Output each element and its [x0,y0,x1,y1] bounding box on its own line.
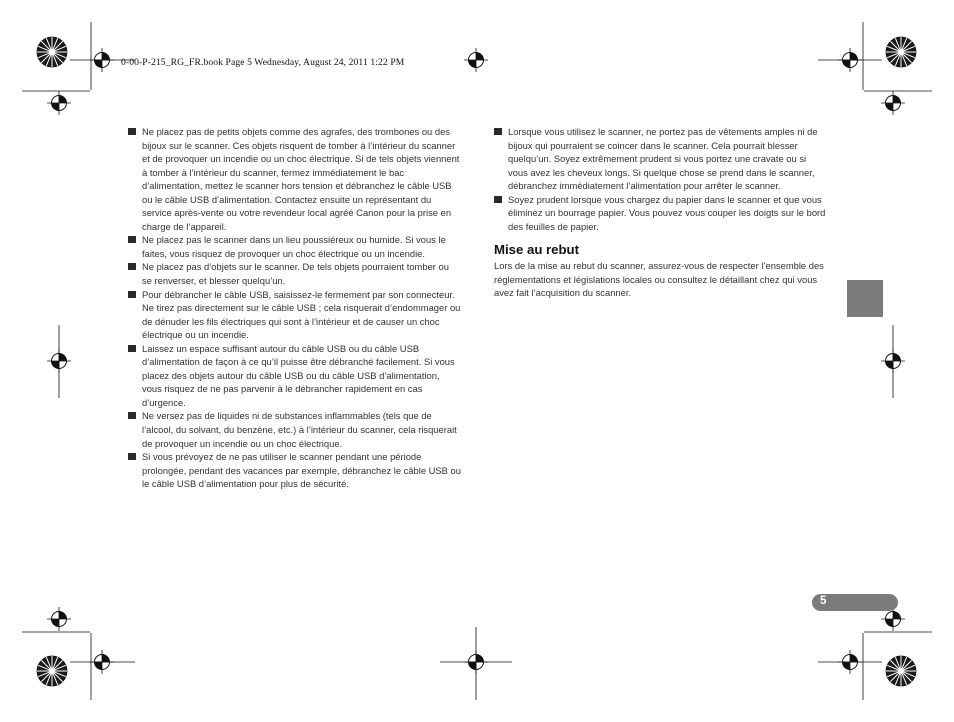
list-item [128,260,461,287]
square-bullet-icon [128,263,136,270]
list-item-text: Pour débrancher le câble USB, saisissez-le fermement par son connecteur. Ne tirez pas directement sur le câble USB ; cela risquerait d’endommager ou de dénuder les fils électriques qui sont à l’intérieur et de causer un choc électrique ou un incendie. [142,288,461,341]
list-item-text: Ne placez pas d’objets sur le scanner. De tels objets pourraient tomber ou se renverser, et blesser quelqu’un. [142,261,449,287]
chapter-tab [847,280,883,317]
square-bullet-icon [128,291,136,298]
square-bullet-icon [128,453,136,460]
square-bullet-icon [128,345,136,352]
list-item [494,125,826,193]
left-column [128,125,461,491]
list-item-text: Si vous prévoyez de ne pas utiliser le scanner pendant une période prolongée, pendant des vacances par exemple, débranchez le câble USB ou le câble USB d’alimentation pour plus de sécurité. [142,451,461,490]
list-item-text: Ne versez pas de liquides ni de substances inflammables (tels que de l’alcool, du solvant, du benzène, etc.) à l’intérieur du scanner, cela risquerait de provoquer un incendie ou un choc électrique. [142,410,457,449]
list-item-text: Lorsque vous utilisez le scanner, ne portez pas de vêtements amples ni de bijoux qui pourraient se coincer dans le scanner. Cela pourrait blesser quelqu’un. Soyez extrêmement prudent si vous portez une cravate ou si vous avez les cheveux longs. Si quelque chose se prend dans le scanner, débranchez immédiatement l’alimentation pour arrêter le scanner. [508,126,818,192]
list-item [128,288,461,342]
file-info-header: 0-00-P-215_RG_FR.book Page 5 Wednesday, August 24, 2011 1:22 PM [121,57,405,68]
square-bullet-icon [128,412,136,419]
section-paragraph: Lors de la mise au rebut du scanner, assurez-vous de respecter l’ensemble des réglementations et législations locales ou consultez le détaillant chez qui vous avez fait l’acquisition du scanner. [494,260,824,299]
square-bullet-icon [128,236,136,243]
list-item-text: Ne placez pas de petits objets comme des agrafes, des trombones ou des bijoux sur le scanner. Ces objets risquent de tomber à l’intérieur du scanner et de provoquer un incendie ou un choc électrique. Si de tels objets viennent à tomber à l’intérieur du scanner, fermez immédiatement le bac d’alimentation, mettez le scanner hors tension et débranchez le câble USB ou le câble USB d’alimentation. Contactez ensuite un représentant du service après-vente ou votre revendeur local agréé Canon pour la prise en charge de l’appareil. [142,126,460,232]
square-bullet-icon [128,128,136,135]
list-item [128,409,461,450]
square-bullet-icon [494,196,502,203]
page-number: 5 [820,595,827,607]
right-column [494,125,826,300]
list-item-text: Laissez un espace suffisant autour du câble USB ou du câble USB d’alimentation de façon à ce qu’il puisse être débranché facilement. Si vous placez des objets autour du câble USB ou du câble USB d’alimentation, vous risquez de ne pas parvenir à le débrancher rapidement en cas d’urgence. [142,342,455,408]
list-item [128,342,461,410]
list-item-text: Ne placez pas le scanner dans un lieu poussiéreux ou humide. Si vous le faites, vous risquez de provoquer un choc électrique ou un incendie. [142,234,446,259]
list-item [128,233,461,260]
section-heading: Mise au rebut [494,242,580,258]
list-item [128,450,461,491]
list-item-text: Soyez prudent lorsque vous chargez du papier dans le scanner et que vous éliminez un bourrage papier. Vous pouvez vous couper les doigts sur le bord des feuilles de papier. [508,193,826,232]
list-item [494,193,826,234]
list-item [128,125,461,233]
page-number-tab [812,594,898,611]
square-bullet-icon [494,128,502,135]
